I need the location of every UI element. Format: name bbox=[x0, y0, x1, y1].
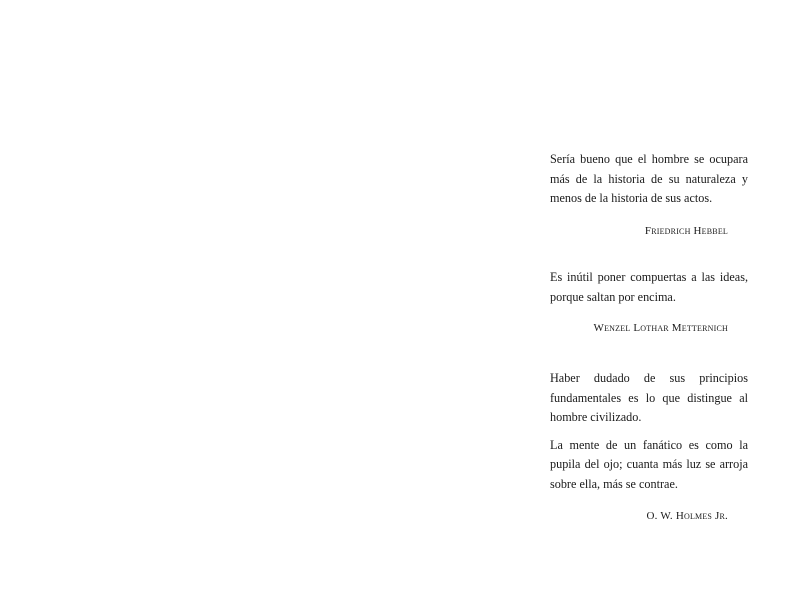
quote-block-metternich bbox=[550, 268, 748, 335]
quote-author: O. W. Holmes Jr. bbox=[646, 510, 728, 522]
quote-author: Friedrich Hebbel bbox=[644, 224, 728, 237]
quote-text: Haber dudado de sus principios fundamentales es lo que distingue al hombre civilizado. bbox=[550, 371, 748, 424]
right-page bbox=[400, 0, 800, 595]
quote-text: Sería bueno que el hombre se ocupara más de la historia de su naturaleza y menos de la historia de sus actos. bbox=[550, 152, 748, 205]
quote-author: Wenzel Lothar Metternich bbox=[593, 322, 728, 334]
quote-block-holmes bbox=[550, 369, 748, 523]
quote-text: La mente de un fanático es como la pupila del ojo; cuanta más luz se arroja sobre ella, más se contrae. bbox=[550, 437, 748, 491]
quote-block-hebbel bbox=[550, 150, 748, 238]
quote-text: Es inútil poner compuertas a las ideas, porque saltan por encima. bbox=[550, 270, 748, 304]
